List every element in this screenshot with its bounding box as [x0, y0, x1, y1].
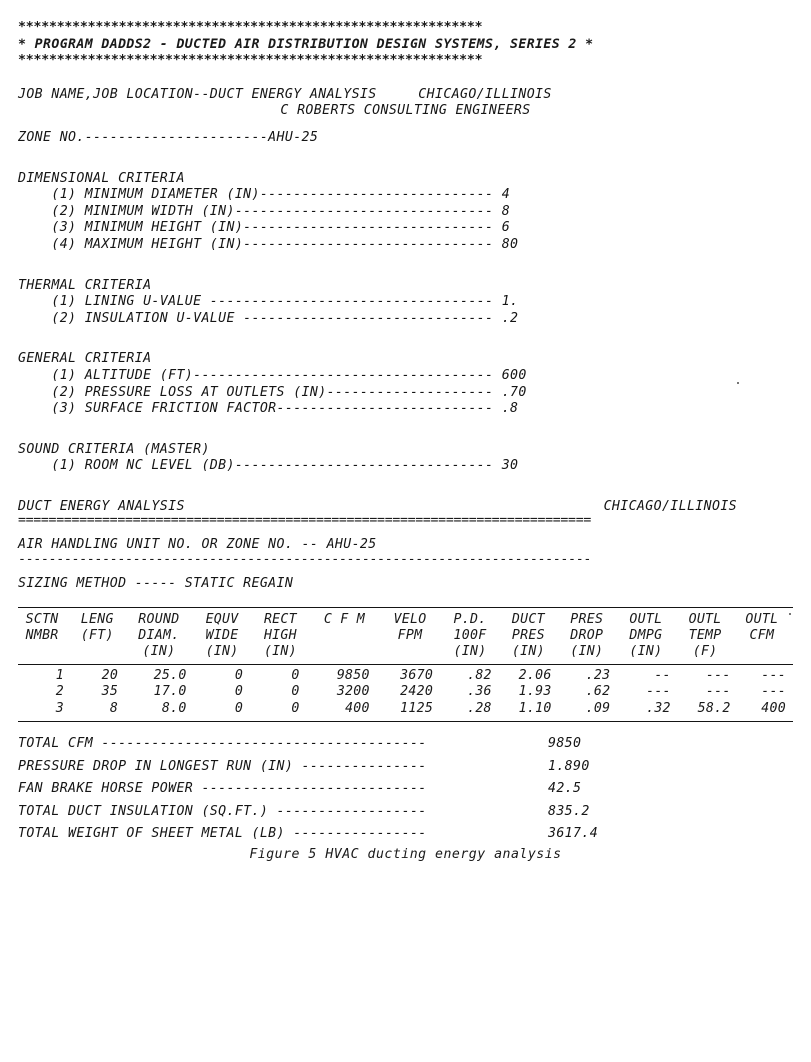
analysis-rule-equals: =========================================================================== — [18, 515, 591, 528]
row3-outl-cfm: 400 — [761, 700, 786, 716]
row2-outl-dmpg: --- — [646, 684, 671, 700]
row3-diam: 8.0 — [161, 700, 187, 716]
sizing-method-line: SIZING METHOD ----- STATIC REGAIN — [18, 576, 294, 592]
row1-cfm: 9850 — [336, 667, 370, 683]
header-leng-1: LENG — [80, 611, 114, 627]
header-round-2: DIAM. — [138, 628, 180, 644]
header-equv-1: EQUV — [205, 611, 239, 627]
table-row — [18, 701, 793, 717]
row3-leng: 8 — [109, 700, 119, 716]
table-row — [18, 684, 793, 700]
row2-cfm: 3200 — [336, 684, 370, 700]
analysis-heading-right: CHICAGO/ILLINOIS — [603, 498, 737, 514]
general-row-2: (2) PRESSURE LOSS AT OUTLETS (IN)-------------------- .70 — [18, 384, 527, 400]
row3-pres-drop: .09 — [585, 700, 611, 716]
row3-outl-dmpg: .32 — [646, 700, 671, 716]
duct-sections-table — [18, 612, 793, 661]
banner-stars-top: ************************************************************ — [18, 20, 483, 35]
header-outl-dmpg-1: OUTL — [629, 611, 663, 627]
header-cfm-2 — [313, 628, 383, 644]
dimensional-row-4: (4) MAXIMUM HEIGHT (IN)------------------------------ 80 — [18, 236, 519, 252]
header-sctn-2: NMBR — [25, 628, 59, 644]
duct-table-header-row-1 — [18, 612, 793, 628]
total-cfm-row — [18, 736, 793, 753]
thermal-row-1: (1) LINING U-VALUE ---------------------------------- 1. — [18, 294, 519, 310]
row1-duct-pres: 2.06 — [518, 667, 552, 683]
zone-line: ZONE NO.----------------------AHU-25 — [18, 129, 319, 145]
header-cfm-3 — [313, 644, 383, 660]
figure-caption: Figure 5 HVAC ducting energy analysis — [249, 847, 562, 863]
header-duct-2: PRES — [511, 628, 545, 644]
header-leng-3 — [73, 644, 128, 660]
sheet-metal-label: TOTAL WEIGHT OF SHEET METAL (LB) ---------------- — [18, 826, 427, 842]
duct-table-header-row-2 — [18, 628, 793, 644]
row1-outl-temp: --- — [705, 667, 731, 683]
row2-duct-pres: 1.93 — [518, 684, 552, 700]
scan-speck-2 — [789, 613, 791, 615]
row1-outl-cfm: --- — [761, 667, 786, 683]
row1-diam: 25.0 — [153, 667, 187, 683]
header-equv-2: WIDE — [205, 628, 239, 644]
general-row-1: (1) ALTITUDE (FT)------------------------------------ 600 — [18, 367, 527, 383]
banner-title: * PROGRAM DADDS2 - DUCTED AIR DISTRIBUTION DESIGN SYSTEMS, SERIES 2 * — [18, 36, 594, 52]
row3-velo: 1125 — [400, 700, 434, 716]
header-pres-2: DROP — [570, 628, 604, 644]
row2-outl-temp: --- — [705, 684, 731, 700]
header-leng-2: (FT) — [80, 628, 114, 644]
row2-pres-drop: .62 — [585, 684, 611, 700]
duct-sections-body — [18, 668, 793, 717]
sheet-metal-row — [18, 826, 793, 843]
duct-table-head — [18, 612, 793, 661]
row2-rect-high: 0 — [291, 684, 300, 700]
fan-bhp-row — [18, 781, 793, 798]
row1-outl-dmpg: -- — [654, 667, 671, 683]
fan-bhp-value: 42.5 — [548, 781, 582, 797]
header-rect-2: HIGH — [263, 628, 297, 644]
header-pd-3: (IN) — [453, 644, 487, 660]
header-velo-2: FPM — [397, 628, 423, 644]
dimensional-row-1: (1) MINIMUM DIAMETER (IN)---------------------------- 4 — [18, 187, 511, 203]
header-outl-temp-3: (F) — [692, 644, 718, 660]
table-top-rule — [18, 607, 793, 608]
row1-rect-high: 0 — [291, 667, 300, 683]
header-outl-dmpg-2: DMPG — [629, 628, 663, 644]
row1-equv-wide: 0 — [234, 667, 244, 683]
sound-row-1: (1) ROOM NC LEVEL (DB)------------------------------- 30 — [18, 458, 519, 474]
header-pres-3: (IN) — [570, 644, 604, 660]
total-cfm-value: 9850 — [548, 736, 582, 752]
total-cfm-label: TOTAL CFM --------------------------------------- — [18, 736, 427, 752]
row2-equv-wide: 0 — [234, 684, 244, 700]
header-pd-1: P.D. — [453, 611, 487, 627]
table-mid-rule — [18, 664, 793, 665]
thermal-row-2: (2) INSULATION U-VALUE ------------------------------ .2 — [18, 310, 519, 326]
header-rect-3: (IN) — [263, 644, 297, 660]
header-pd-2: 100F — [453, 628, 487, 644]
header-outl-cfm-1: OUTL — [745, 611, 779, 627]
scan-speck-1 — [737, 382, 739, 384]
row1-pd: .82 — [467, 667, 492, 683]
dimensional-criteria-title: DIMENSIONAL CRITERIA — [18, 170, 185, 186]
duct-table-container — [18, 607, 793, 722]
pressure-drop-row — [18, 759, 793, 776]
header-sctn-3 — [18, 644, 73, 660]
sheet-metal-value: 3617.4 — [548, 826, 599, 842]
duct-insulation-row — [18, 804, 793, 821]
sound-criteria-title: SOUND CRITERIA (MASTER) — [18, 441, 210, 457]
row2-diam: 17.0 — [153, 684, 187, 700]
header-duct-3: (IN) — [511, 644, 545, 660]
general-row-3: (3) SURFACE FRICTION FACTOR-------------------------- .8 — [18, 401, 519, 417]
row3-sctn: 3 — [55, 700, 65, 716]
company-line: C ROBERTS CONSULTING ENGINEERS — [280, 103, 531, 119]
row3-equv-wide: 0 — [234, 700, 244, 716]
header-outl-temp-1: OUTL — [688, 611, 722, 627]
header-velo-1: VELO — [393, 611, 427, 627]
row3-duct-pres: 1.10 — [518, 700, 552, 716]
dimensional-row-2: (2) MINIMUM WIDTH (IN)------------------------------- 8 — [18, 203, 511, 219]
header-round-1: ROUND — [138, 611, 180, 627]
header-velo-3 — [383, 644, 445, 660]
job-line: JOB NAME,JOB LOCATION--DUCT ENERGY ANALYSIS CHICAGO/ILLINOIS — [18, 86, 552, 102]
banner-stars-bottom: ************************************************************ — [18, 53, 483, 69]
table-bottom-rule — [18, 721, 793, 722]
dimensional-row-3: (3) MINIMUM HEIGHT (IN)------------------------------ 6 — [18, 220, 511, 236]
header-cfm-1: C F M — [323, 611, 366, 627]
table-row — [18, 668, 793, 684]
analysis-heading-left: DUCT ENERGY ANALYSIS — [18, 498, 185, 514]
header-rect-1: RECT — [263, 611, 297, 627]
duct-insulation-value: 835.2 — [548, 803, 590, 819]
header-outl-cfm-3 — [738, 644, 793, 660]
pressure-drop-label: PRESSURE DROP IN LONGEST RUN (IN) --------------- — [18, 758, 427, 774]
row3-outl-temp: 58.2 — [697, 700, 731, 716]
header-outl-cfm-2: CFM — [749, 628, 775, 644]
row3-rect-high: 0 — [291, 700, 300, 716]
header-equv-3: (IN) — [205, 644, 239, 660]
row1-velo: 3670 — [400, 667, 434, 683]
fan-bhp-label: FAN BRAKE HORSE POWER --------------------------- — [18, 781, 427, 797]
thermal-criteria-title: THERMAL CRITERIA — [18, 277, 152, 293]
row1-pres-drop: .23 — [585, 667, 611, 683]
row1-leng: 20 — [101, 667, 119, 683]
header-round-3: (IN) — [142, 644, 176, 660]
general-criteria-title: GENERAL CRITERIA — [18, 351, 152, 367]
header-outl-dmpg-3: (IN) — [629, 644, 663, 660]
row2-leng: 35 — [101, 684, 119, 700]
row2-outl-cfm: --- — [761, 684, 786, 700]
row2-sctn: 2 — [55, 684, 65, 700]
row1-sctn: 1 — [55, 667, 65, 683]
header-duct-1: DUCT — [511, 611, 545, 627]
header-pres-1: PRES — [570, 611, 604, 627]
pressure-drop-value: 1.890 — [548, 758, 590, 774]
analysis-heading — [18, 499, 793, 516]
row3-cfm: 400 — [345, 700, 370, 716]
duct-insulation-label: TOTAL DUCT INSULATION (SQ.FT.) ------------------ — [18, 803, 427, 819]
row2-pd: .36 — [467, 684, 492, 700]
header-sctn-1: SCTN — [25, 611, 59, 627]
program-banner — [18, 20, 793, 70]
duct-table-header-row-3 — [18, 644, 793, 660]
ahu-rule-dashes: --------------------------------------------------------------------------- — [18, 554, 591, 567]
ahu-line: AIR HANDLING UNIT NO. OR ZONE NO. -- AHU-25 — [18, 537, 377, 553]
row2-velo: 2420 — [400, 684, 434, 700]
row3-pd: .28 — [467, 700, 492, 716]
header-outl-temp-2: TEMP — [688, 628, 722, 644]
